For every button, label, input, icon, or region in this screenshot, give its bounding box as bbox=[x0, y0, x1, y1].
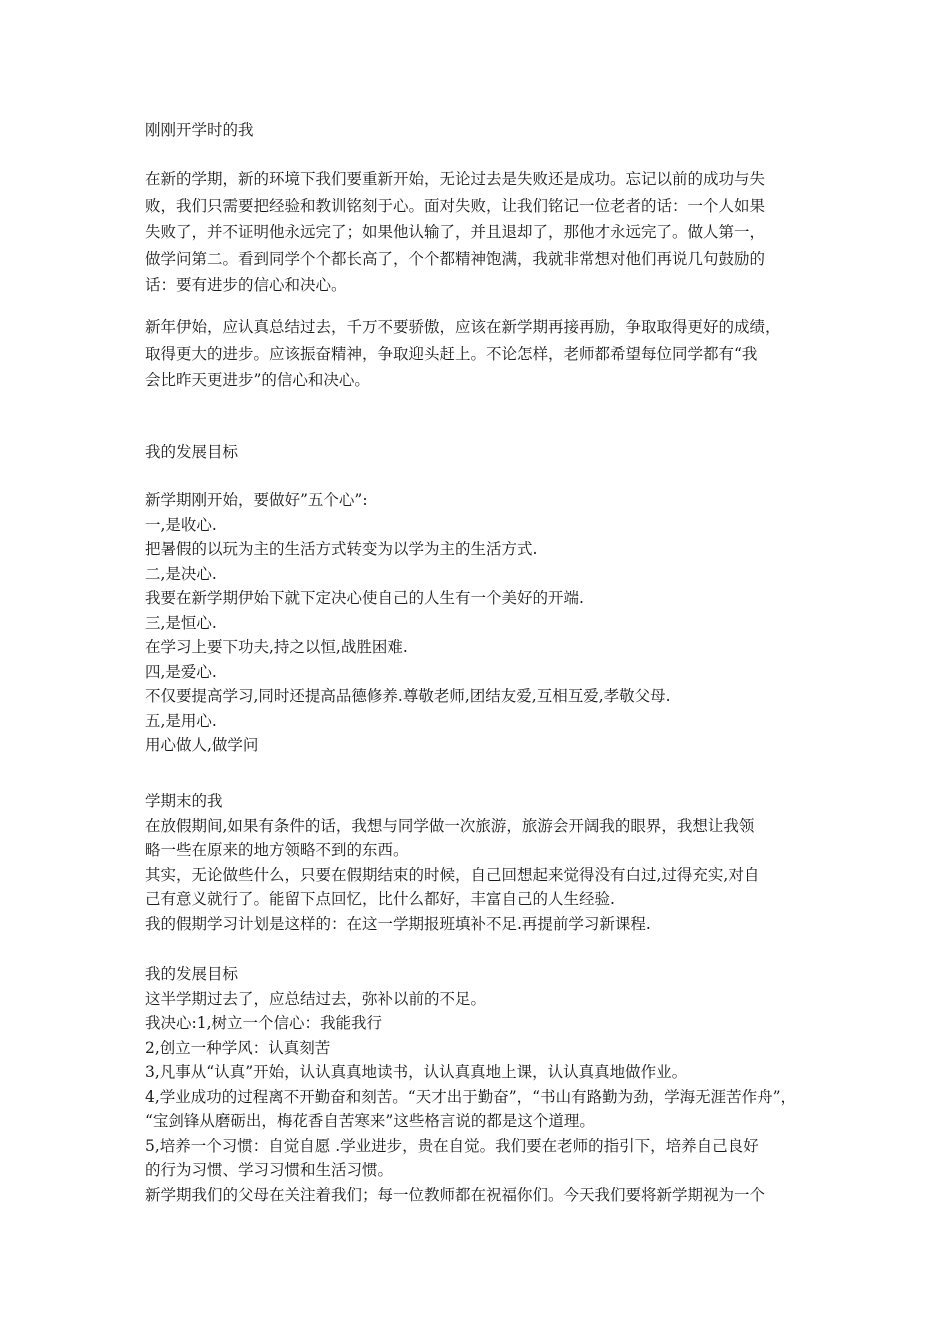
list-line: 五,是用心. bbox=[145, 711, 217, 730]
section-1-title bbox=[145, 118, 813, 143]
paragraph-line: 失败了，并不证明他永远完了；如果他认输了，并且退却了，那他才永远完了。做人第一， bbox=[145, 223, 766, 241]
section-1-paragraph-2 bbox=[145, 314, 813, 394]
paragraph-line: 我的假期学习计划是这样的：在这一学期报班填补不足.再提前学习新课程. bbox=[145, 914, 651, 933]
paragraph-line: 略一些在原来的地方领略不到的东西。 bbox=[145, 841, 409, 859]
section-1-paragraph-1 bbox=[145, 166, 813, 299]
section-2-list bbox=[145, 488, 813, 758]
list-line: 三,是恒心. bbox=[145, 613, 217, 632]
paragraph-line: 在放假期间,如果有条件的话，我想与同学做一次旅游，旅游会开阔我的眼界，我想让我领 bbox=[145, 816, 755, 835]
paragraph-line: 3,凡事从“认真”开始，认认真真地读书，认认真真地上课，认认真真地做作业。 bbox=[145, 1063, 688, 1081]
list-line: 用心做人,做学问 bbox=[145, 736, 259, 754]
paragraph-line: “宝剑锋从磨砺出，梅花香自苦寒来”这些格言说的都是这个道理。 bbox=[145, 1112, 595, 1130]
section-4 bbox=[145, 962, 813, 1207]
heading: 刚刚开学时的我 bbox=[145, 121, 254, 139]
list-line: 新学期刚开始，要做好”五个心”: bbox=[145, 491, 368, 509]
paragraph-line: 做学问第二。看到同学个个都长高了，个个都精神饱满，我就非常想对他们再说几句鼓励的 bbox=[145, 249, 766, 268]
paragraph-line: 这半学期过去了，应总结过去，弥补以前的不足。 bbox=[145, 989, 487, 1008]
list-line: 不仅要提高学习,同时还提高品德修养.尊敬老师,团结友爱,互相互爱,孝敬父母. bbox=[145, 687, 671, 705]
list-line: 二,是决心. bbox=[145, 564, 217, 583]
section-3 bbox=[145, 789, 813, 936]
paragraph-line: 在新的学期，新的环境下我们要重新开始，无论过去是失败还是成功。忘记以前的成功与失 bbox=[145, 170, 766, 188]
list-line: 把暑假的以玩为主的生活方式转变为以学为主的生活方式. bbox=[145, 540, 538, 558]
paragraph-line: 取得更大的进步。应该振奋精神，争取迎头赶上。不论怎样，老师都希望每位同学都有“我 bbox=[145, 344, 758, 363]
paragraph-line: 其实，无论做些什么，只要在假期结束的时候，自己回想起来觉得没有白过,过得充实,对自 bbox=[145, 865, 760, 884]
paragraph-line: 的行为习惯、学习习惯和生活习惯。 bbox=[145, 1161, 394, 1179]
section-2-title bbox=[145, 440, 813, 465]
list-line: 我要在新学期伊始下就下定决心使自己的人生有一个美好的开端. bbox=[145, 589, 584, 607]
paragraph-line: 会比昨天更进步”的信心和决心。 bbox=[145, 371, 370, 389]
list-line: 在学习上要下功夫,持之以恒,战胜困难. bbox=[145, 638, 408, 656]
heading: 我的发展目标 bbox=[145, 965, 239, 983]
heading: 学期末的我 bbox=[145, 792, 223, 810]
paragraph-line: 新年伊始，应认真总结过去，千万不要骄傲，应该在新学期再接再励，争取取得更好的成绩， bbox=[145, 318, 781, 336]
paragraph-line: 话：要有进步的信心和决心。 bbox=[145, 276, 347, 294]
paragraph-line: 败，我们只需要把经验和教训铭刻于心。面对失败，让我们铭记一位老者的话：一个人如果 bbox=[145, 196, 766, 215]
paragraph-line: 我决心:1,树立一个信心：我能我行 bbox=[145, 1014, 383, 1032]
list-line: 一,是收心. bbox=[145, 515, 217, 534]
paragraph-line: 新学期我们的父母在关注着我们；每一位教师都在祝福你们。今天我们要将新学期视为一个 bbox=[145, 1185, 766, 1204]
paragraph-line: 5,培养一个习惯：自觉自愿 .学业进步，贵在自觉。我们要在老师的指引下，培养自己良好 bbox=[145, 1136, 759, 1155]
paragraph-line: 己有意义就行了。能留下点回忆，比什么都好，丰富自己的人生经验. bbox=[145, 890, 615, 908]
paragraph-line: 2,创立一种学风：认真刻苦 bbox=[145, 1038, 331, 1057]
paragraph-line: 4,学业成功的过程离不开勤奋和刻苦。“天才出于勤奋”，“书山有路勤为劲，学海无涯苦作舟”， bbox=[145, 1087, 796, 1106]
heading: 我的发展目标 bbox=[145, 443, 239, 461]
list-line: 四,是爱心. bbox=[145, 662, 217, 681]
